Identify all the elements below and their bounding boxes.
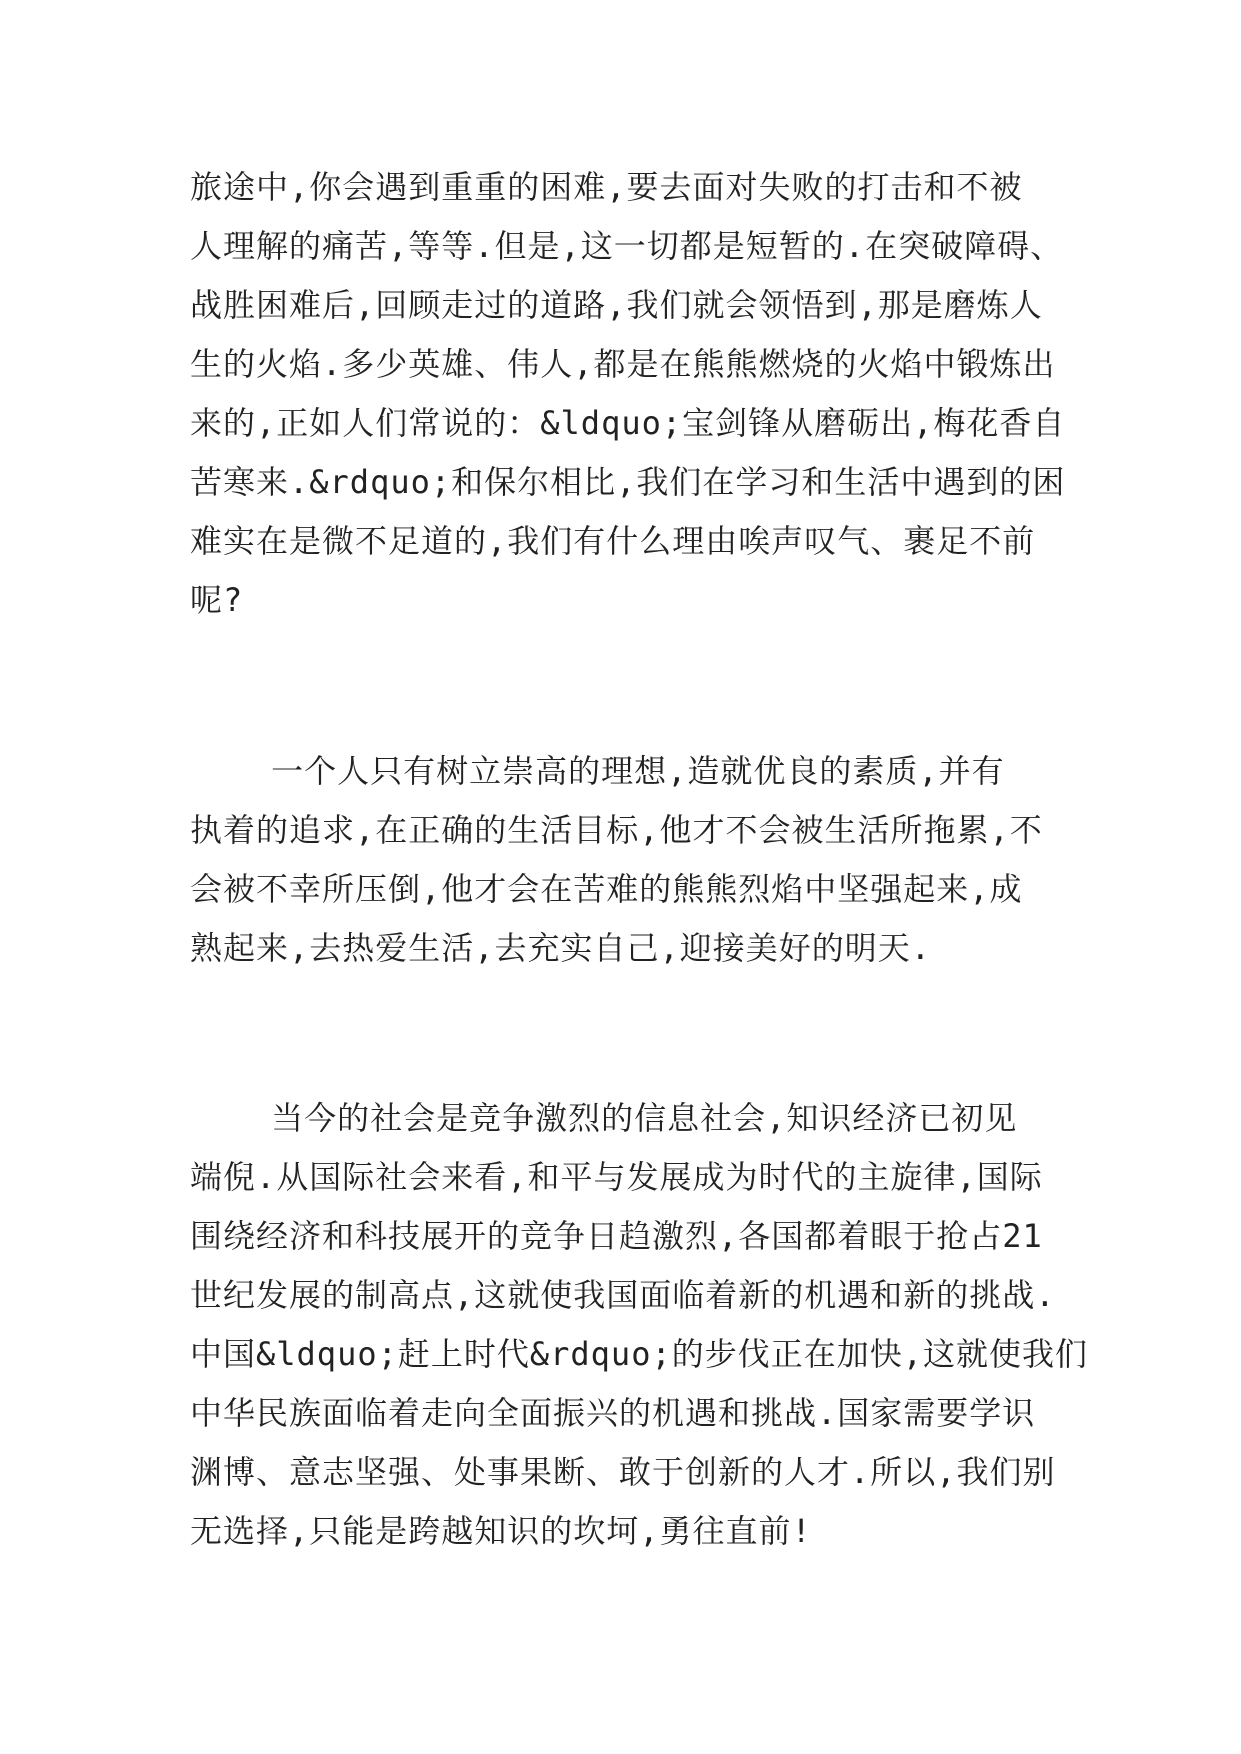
text-line: 熟起来,去热爱生活,去充实自己,迎接美好的明天. bbox=[190, 929, 932, 967]
text-line: 执着的追求,在正确的生活目标,他才不会被生活所拖累,不 bbox=[190, 811, 1043, 849]
text-line: 渊博、意志坚强、处事果断、敢于创新的人才.所以,我们别 bbox=[190, 1453, 1056, 1491]
text-line: 一个人只有树立崇高的理想,造就优良的素质,并有 bbox=[190, 752, 1005, 790]
text-line: 来的,正如人们常说的：&ldquo;宝剑锋从磨砺出,梅花香自 bbox=[190, 404, 1066, 442]
text-line: 旅途中,你会遇到重重的困难,要去面对失败的打击和不被 bbox=[190, 168, 1023, 206]
paragraph-2 bbox=[190, 742, 1070, 978]
text-line: 会被不幸所压倒,他才会在苦难的熊熊烈焰中坚强起来,成 bbox=[190, 870, 1023, 908]
paragraph-3 bbox=[190, 1089, 1088, 1561]
text-line: 中华民族面临着走向全面振兴的机遇和挑战.国家需要学识 bbox=[190, 1394, 1036, 1432]
text-line: 人理解的痛苦,等等.但是,这一切都是短暂的.在突破障碍、 bbox=[190, 227, 1064, 265]
text-line: 中国&ldquo;赶上时代&rdquo;的步伐正在加快,这就使我们 bbox=[190, 1335, 1088, 1373]
text-line: 战胜困难后,回顾走过的道路,我们就会领悟到,那是磨炼人 bbox=[190, 286, 1043, 324]
text-line: 呢? bbox=[190, 581, 244, 619]
text-line: 苦寒来.&rdquo;和保尔相比,我们在学习和生活中遇到的困 bbox=[190, 463, 1066, 501]
text-line: 无选择,只能是跨越知识的坎坷,勇往直前! bbox=[190, 1512, 812, 1550]
text-line: 围绕经济和科技展开的竞争日趋激烈,各国都着眼于抢占21 bbox=[190, 1217, 1043, 1255]
paragraph-1 bbox=[190, 158, 1070, 630]
text-line: 世纪发展的制高点,这就使我国面临着新的机遇和新的挑战. bbox=[190, 1276, 1056, 1314]
text-line: 生的火焰.多少英雄、伟人,都是在熊熊燃烧的火焰中锻炼出 bbox=[190, 345, 1056, 383]
text-line: 难实在是微不足道的,我们有什么理由唉声叹气、裹足不前 bbox=[190, 522, 1036, 560]
text-line: 当今的社会是竞争激烈的信息社会,知识经济已初见 bbox=[190, 1099, 1018, 1137]
text-line: 端倪.从国际社会来看,和平与发展成为时代的主旋律,国际 bbox=[190, 1158, 1043, 1196]
